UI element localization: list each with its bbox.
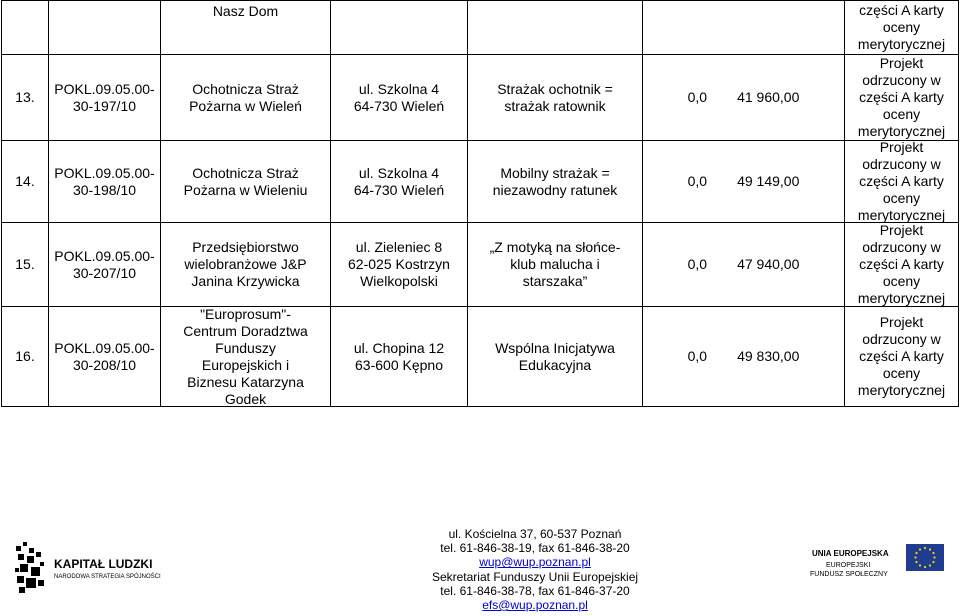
address-line: ul. Kościelna 37, 60-537 Poznań <box>448 527 622 541</box>
row-number: 16. <box>15 348 35 364</box>
amount-value: 49 149,00 <box>737 173 800 189</box>
project-title-cell <box>468 141 642 222</box>
score-value: 0,0 <box>687 89 708 105</box>
title-line: Strażak ochotnik = <box>497 80 613 97</box>
code-line: POKL.09.05.00- <box>54 164 155 181</box>
status-line: Projekt <box>879 55 924 71</box>
status-line: Projekt <box>879 139 924 155</box>
status-line: odrzucony w <box>862 72 941 88</box>
status-line: części A karty <box>859 348 944 364</box>
score-amount-cell <box>643 55 844 140</box>
amount-value: 47 940,00 <box>737 256 800 272</box>
table-border-right <box>958 0 959 407</box>
org-line: Europejskich i <box>201 356 290 373</box>
title-line: Edukacyjna <box>518 356 592 373</box>
address-line: Wielkopolski <box>360 273 438 289</box>
org-line: Pożarna w Wieleniu <box>183 181 308 198</box>
table-border-top <box>1 0 959 1</box>
phone-line: tel. 61-846-38-78, fax 61-846-37-20 <box>440 583 630 598</box>
amount-value: 49 830,00 <box>737 348 800 364</box>
status-line: merytorycznej <box>857 35 946 52</box>
status-line: części A karty <box>859 256 944 272</box>
eu-logo-graphic <box>790 540 950 600</box>
code-line: 30-207/10 <box>72 264 137 281</box>
title-line: niezawodny ratunek <box>492 181 618 198</box>
row-number: 14. <box>15 173 35 189</box>
eu-flag-icon <box>906 544 944 571</box>
address-cell <box>331 141 467 222</box>
org-line: Ochotnicza Straż <box>192 164 299 181</box>
status-cell <box>845 223 958 306</box>
status-line: części A karty <box>859 89 944 105</box>
wup-email-link[interactable]: wup@wup.poznan.pl <box>479 555 591 570</box>
address-line: ul. Szkolna 4 <box>358 164 440 181</box>
eu-title-text: UNIA EUROPEJSKA <box>812 549 889 558</box>
org-line: "Europrosum"- <box>200 305 291 322</box>
project-code-cell <box>49 307 160 406</box>
org-line: Przedsiębiorstwo <box>192 239 299 255</box>
code-line: POKL.09.05.00- <box>54 247 155 264</box>
score-value: 0,0 <box>687 256 708 272</box>
org-line: Ochotnicza Straż <box>192 80 299 97</box>
status-line: oceny <box>882 273 921 289</box>
row-number-cell <box>2 223 48 306</box>
status-cell-partial <box>845 0 958 54</box>
status-line: odrzucony w <box>862 331 941 347</box>
project-code-cell <box>49 223 160 306</box>
status-cell <box>845 141 958 222</box>
organization-cell <box>161 55 330 140</box>
status-line: części A karty <box>859 1 944 18</box>
row-number-cell <box>2 141 48 222</box>
address-line: ul. Zieleniec 8 <box>355 239 443 255</box>
project-code-cell <box>49 141 160 222</box>
eu-logo <box>790 540 950 600</box>
address-line: ul. Szkolna 4 <box>358 80 440 97</box>
eu-line2-text: EUROPEJSKI <box>826 562 871 569</box>
kapital-ludzki-logo <box>14 540 204 600</box>
score-amount-cell <box>643 141 844 222</box>
org-cell-partial <box>161 0 330 26</box>
status-line: oceny <box>882 18 921 35</box>
org-line: Godek <box>224 390 267 407</box>
org-line: Biznesu Katarzyna <box>187 373 304 390</box>
address-line: ul. Chopina 12 <box>353 339 445 356</box>
title-line: klub malucha i <box>510 256 600 272</box>
eu-line3-text: FUNDUSZ SPOŁECZNY <box>810 571 888 578</box>
logo-title-text: KAPITAŁ LUDZKI <box>54 557 153 571</box>
status-cell <box>845 307 958 406</box>
address-cell <box>331 223 467 306</box>
org-name-line: Nasz Dom <box>212 2 279 19</box>
status-line: odrzucony w <box>862 239 941 255</box>
organization-cell <box>161 223 330 306</box>
table-border-bottom <box>1 406 959 407</box>
project-code-cell <box>49 55 160 140</box>
org-line: wielobranżowe J&P <box>184 256 307 272</box>
status-line: merytorycznej <box>857 382 946 398</box>
score-value: 0,0 <box>687 173 708 189</box>
status-line: merytorycznej <box>857 290 946 306</box>
status-line: oceny <box>882 106 921 122</box>
score-value: 0,0 <box>687 348 708 364</box>
code-line: POKL.09.05.00- <box>54 80 155 97</box>
org-line: Centrum Doradztwa <box>183 322 308 339</box>
status-line: oceny <box>882 190 921 206</box>
phone-line: tel. 61-846-38-19, fax 61-846-38-20 <box>440 541 630 556</box>
code-line: 30-198/10 <box>72 181 137 198</box>
status-line: części A karty <box>859 173 944 189</box>
title-line: strażak ratownik <box>504 97 606 114</box>
status-line: merytorycznej <box>857 207 946 223</box>
footer-address <box>370 527 700 612</box>
row-number-cell <box>2 55 48 140</box>
row-number-cell <box>2 307 48 406</box>
status-line: merytorycznej <box>857 123 946 139</box>
code-line: 30-197/10 <box>72 97 137 114</box>
organization-cell <box>161 307 330 406</box>
score-amount-cell <box>643 223 844 306</box>
amount-value: 41 960,00 <box>737 89 800 105</box>
title-line: Wspólna Inicjatywa <box>495 339 615 356</box>
kapital-ludzki-emblem-icon <box>14 540 204 600</box>
status-line: Projekt <box>879 222 924 238</box>
efs-email-link[interactable]: efs@wup.poznan.pl <box>482 598 588 613</box>
org-line: Funduszy <box>215 339 276 356</box>
status-line: odrzucony w <box>862 156 941 172</box>
row-number: 15. <box>15 256 35 272</box>
project-title-cell <box>468 55 642 140</box>
address-line: 64-730 Wieleń <box>353 97 445 114</box>
address-cell <box>331 307 467 406</box>
address-line: 64-730 Wieleń <box>353 181 445 198</box>
address-line: 62-025 Kostrzyn <box>348 256 450 272</box>
logo-subtitle-text: NARODOWA STRATEGIA SPÓJNOŚCI <box>54 574 161 580</box>
score-amount-cell <box>643 307 844 406</box>
title-line: starszaka” <box>522 273 588 289</box>
org-line: Pożarna w Wieleń <box>189 97 302 114</box>
status-cell <box>845 55 958 140</box>
title-line: Mobilny strażak = <box>500 164 610 181</box>
status-line: Projekt <box>879 314 924 330</box>
address-line: 63-600 Kępno <box>355 356 443 373</box>
code-line: 30-208/10 <box>72 356 137 373</box>
project-title-cell <box>468 307 642 406</box>
org-line: Janina Krzywicka <box>191 273 300 289</box>
status-line: oceny <box>882 365 921 381</box>
address-cell <box>331 55 467 140</box>
row-number: 13. <box>15 89 35 105</box>
results-table <box>1 0 959 407</box>
project-title-cell <box>468 223 642 306</box>
title-line: „Z motyką na słońce- <box>489 239 621 255</box>
organization-cell <box>161 141 330 222</box>
code-line: POKL.09.05.00- <box>54 339 155 356</box>
department-line: Sekretariat Funduszy Unii Europejskiej <box>431 569 639 584</box>
